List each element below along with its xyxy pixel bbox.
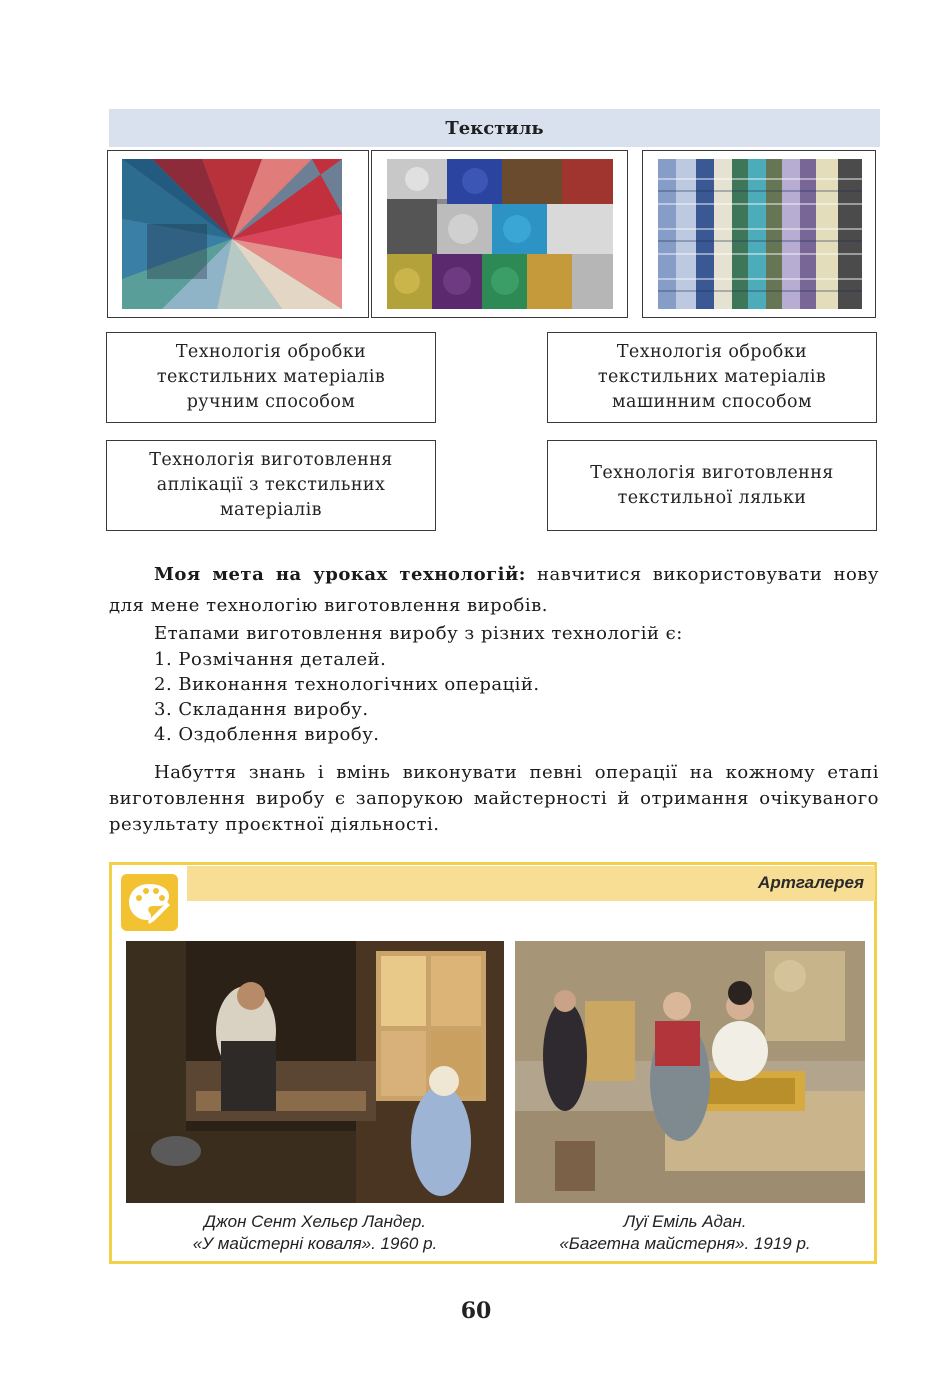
art-gallery-title: Артгалерея xyxy=(758,873,864,892)
technology-line: Технологія обробки xyxy=(616,342,808,362)
painting-title: «У майстерні коваля». 1960 р. xyxy=(192,1234,438,1253)
painting-title: «Багетна майстерня». 1919 р. xyxy=(559,1234,811,1253)
conclusion-paragraph: Набуття знань і вмінь виконувати певні операції на кожному етапі виготовлення виробу є запорукою майстерності й отримання очікуваного результату проєктної діяльності. xyxy=(109,762,879,835)
painting-frame-workshop xyxy=(515,941,865,1203)
technology-line: аплікації з текстильних xyxy=(156,475,386,495)
technology-line: Технологія виготовлення xyxy=(590,462,834,483)
technology-line: Технологія виготовлення xyxy=(149,450,393,470)
technology-line: текстильних матеріалів xyxy=(156,367,386,387)
technology-box-manual xyxy=(106,332,436,423)
technology-box-applique xyxy=(106,440,436,531)
goal-bold: Моя мета на уроках технологій: xyxy=(154,564,526,585)
technology-line: ручним способом xyxy=(186,392,356,412)
page-number: 60 xyxy=(460,1298,492,1324)
painting-caption xyxy=(126,1211,504,1255)
textile-header xyxy=(109,109,880,147)
textile-title: Текстиль xyxy=(445,117,544,139)
goal-line-2: для мене технологію виготовлення виробів. xyxy=(109,595,548,616)
painting-artist: Джон Сент Хельєр Ландер. xyxy=(203,1212,427,1231)
stages-intro: Етапами виготовлення виробу з різних технологій є: xyxy=(154,623,683,644)
technology-line: текстильної ляльки xyxy=(617,487,807,508)
technology-line: матеріалів xyxy=(220,500,322,520)
stage-item: 2. Виконання технологічних операцій. xyxy=(154,674,540,695)
painting-caption xyxy=(515,1211,855,1255)
fabric-photo-folded xyxy=(107,150,369,318)
painting-artist: Луї Еміль Адан. xyxy=(623,1212,747,1231)
goal-text: навчитися використовувати нову xyxy=(525,564,879,585)
palette-icon xyxy=(121,874,178,931)
technology-line: машинним способом xyxy=(612,392,812,412)
technology-line: текстильних матеріалів xyxy=(597,367,827,387)
painting-blacksmith xyxy=(126,941,504,1203)
stage-item: 1. Розмічання деталей. xyxy=(154,649,387,670)
stage-item: 3. Складання виробу. xyxy=(154,699,369,720)
technology-line: Технологія обробки xyxy=(175,342,367,362)
stage-item: 4. Оздоблення виробу. xyxy=(154,724,380,745)
technology-box-doll xyxy=(547,440,877,531)
technology-box-machine xyxy=(547,332,877,423)
fabric-photo-rolls xyxy=(371,150,628,318)
fabric-photo-plaid xyxy=(642,150,876,318)
goal-line-1 xyxy=(154,562,879,588)
